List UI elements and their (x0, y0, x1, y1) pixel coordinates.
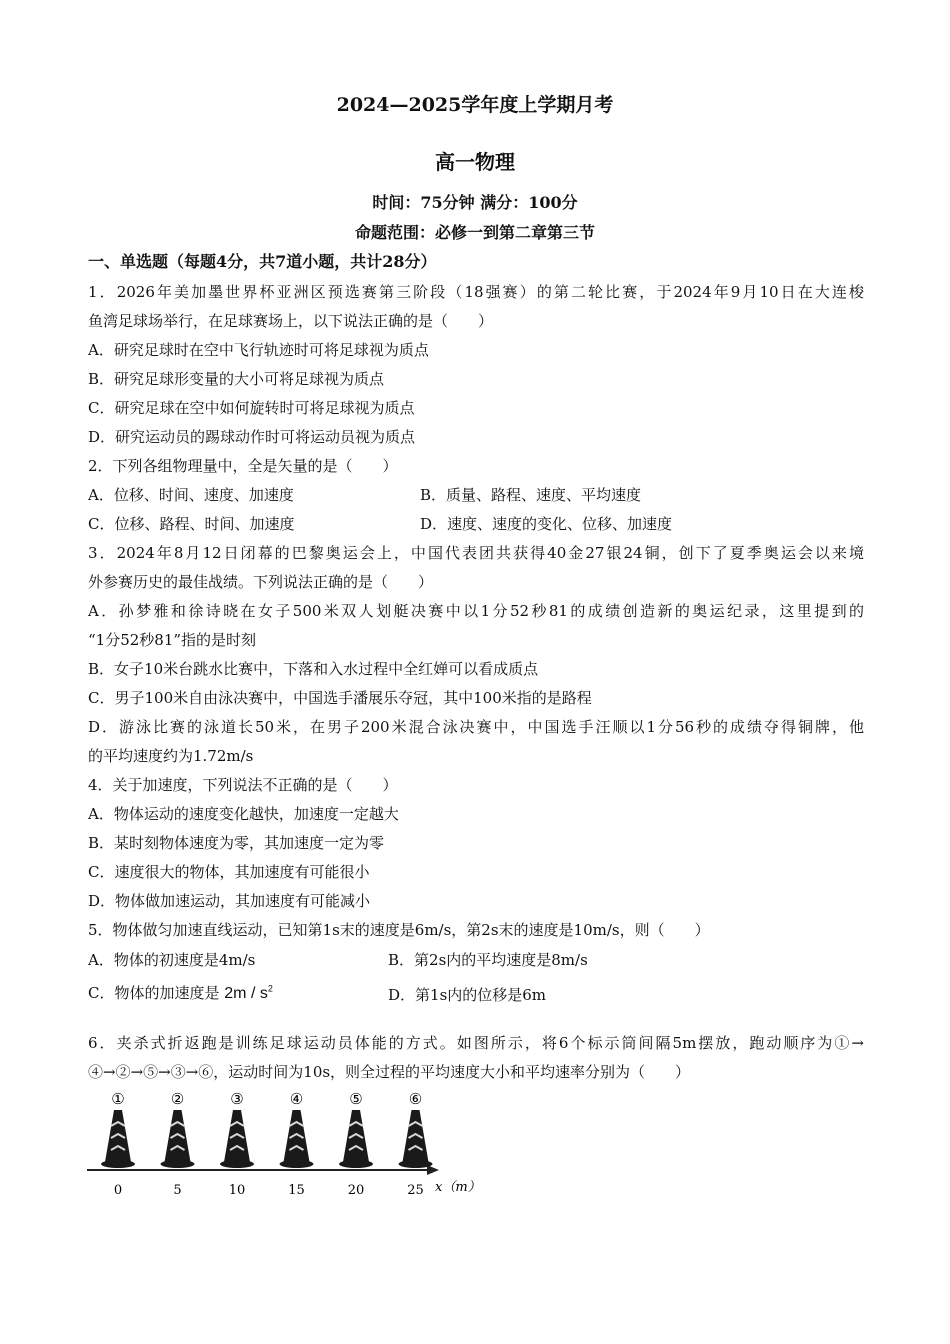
q4-option-d: D．物体做加速运动，其加速度有可能减小 (88, 892, 371, 910)
q3-option-d-line2: 的平均速度约为1.72m/s (88, 747, 254, 765)
section-heading: 一、单选题（每题4分，共7道小题，共计28分） (88, 252, 437, 271)
x-axis-label: x（m） (435, 1180, 481, 1195)
cone-label-6: ⑥ (408, 1090, 423, 1108)
q3-stem-line2: 外参赛历史的最佳战绩。下列说法正确的是（ ） (88, 573, 434, 591)
q3-option-b: B．女子10米台跳水比赛中，下落和入水过程中全红婵可以看成质点 (88, 660, 539, 678)
cone-label-2: ② (170, 1090, 185, 1108)
tick-label-25: 25 (407, 1183, 424, 1198)
q2-stem: 2．下列各组物理量中，全是矢量的是（ ） (88, 457, 398, 475)
cone-label-4: ④ (289, 1090, 304, 1108)
q4-option-b: B．某时刻物体速度为零，其加速度一定为零 (88, 834, 385, 852)
subject-title: 高一物理 (435, 150, 515, 174)
q1-option-b: B．研究足球形变量的大小可将足球视为质点 (88, 370, 385, 388)
q3-option-c: C．男子100米自由泳决赛中，中国选手潘展乐夺冠，其中100米指的是路程 (88, 689, 592, 707)
q1-stem-line2: 鱼湾足球场举行，在足球赛场上，以下说法正确的是（ ） (88, 312, 494, 330)
q2-option-b: B．质量、路程、速度、平均速度 (420, 486, 642, 504)
q6-stem-line2: ④→②→⑤→③→⑥，运动时间为10s，则全过程的平均速度大小和平均速率分别为（ ） (88, 1063, 691, 1081)
tick-label-20: 20 (347, 1183, 365, 1198)
q5-stem: 5．物体做匀加速直线运动，已知第1s末的速度是6m/s，第2s末的速度是10m/s，则（ ） (88, 921, 710, 939)
cone-label-3: ③ (230, 1090, 244, 1108)
cone-4 (284, 1110, 310, 1162)
q5-option-b: B．第2s内的平均速度是8m/s (388, 951, 588, 969)
formula-exponent: 2 (267, 983, 273, 994)
q3-option-d-line1: D．游泳比赛的泳道长50米，在男子200米混合泳决赛中，中国选手汪顺以1分56秒的成绩夺得铜牌，他 (88, 718, 864, 736)
q2-option-d: D．速度、速度的变化、位移、加速度 (420, 515, 673, 533)
q3-option-a-line2: “1分52秒81”指的是时刻 (88, 631, 257, 649)
q1-option-a: A．研究足球时在空中飞行轨迹时可将足球视为质点 (88, 341, 429, 359)
cone-base-2 (161, 1160, 195, 1168)
tick-label-5: 5 (173, 1183, 182, 1198)
q4-option-a: A．物体运动的速度变化越快，加速度一定越大 (88, 805, 399, 823)
q2-option-c: C．位移、路程、时间、加速度 (88, 515, 295, 533)
cone-3 (224, 1110, 250, 1162)
q6-stem-line1: 6．夹杀式折返跑是训练足球运动员体能的方式。如图所示，将6个标示筒间隔5m摆放，跑动顺序为①→ (88, 1034, 864, 1052)
q5-option-c-prefix: C．物体的加速度是 (88, 984, 220, 1002)
q4-option-c: C．速度很大的物体，其加速度有可能很小 (88, 863, 370, 881)
cone-1 (105, 1110, 131, 1162)
q1-option-d: D．研究运动员的踢球动作时可将运动员视为质点 (88, 428, 416, 446)
cone-5 (343, 1110, 369, 1162)
tick-label-0: 0 (113, 1183, 123, 1198)
q5-option-c (88, 982, 273, 1003)
q2-option-a: A．位移、时间、速度、加速度 (88, 486, 294, 504)
q5-option-d: D．第1s内的位移是6m (388, 986, 547, 1004)
q3-option-a-line1: A．孙梦雅和徐诗晓在女子500米双人划艇决赛中以1分52秒81的成绩创造新的奥运纪录，这里提到的 (88, 602, 864, 620)
cone-base-5 (339, 1160, 373, 1168)
cone-base-3 (220, 1160, 254, 1168)
x-axis-arrow (427, 1165, 439, 1175)
cone-base-1 (101, 1160, 135, 1168)
q5-option-a: A．物体的初速度是4m/s (88, 951, 256, 969)
exam-title: 2024—2025学年度上学期月考 (336, 94, 614, 116)
acceleration-formula (224, 985, 273, 1002)
cone-figure (85, 1088, 485, 1200)
time-info: 时间：75分钟 满分：100分 (372, 193, 578, 212)
tick-label-15: 15 (288, 1183, 305, 1198)
q4-stem: 4．关于加速度，下列说法不正确的是（ ） (88, 776, 398, 794)
q3-stem-line1: 3．2024年8月12日闭幕的巴黎奥运会上，中国代表团共获得40金27银24铜，创下了夏季奥运会以来境 (88, 544, 864, 562)
tick-label-10: 10 (228, 1183, 246, 1198)
q1-stem-line1: 1．2026年美加墨世界杯亚洲区预选赛第三阶段（18强赛）的第二轮比赛，于2024年9月10日在大连梭 (88, 283, 864, 301)
cone-base-6 (399, 1160, 433, 1168)
cone-2 (165, 1110, 191, 1162)
q1-option-c: C．研究足球在空中如何旋转时可将足球视为质点 (88, 399, 415, 417)
cones-group (101, 1090, 433, 1198)
formula-base: 2m / s (224, 985, 268, 1002)
cone-label-1: ① (111, 1090, 125, 1108)
cone-label-5: ⑤ (349, 1090, 363, 1108)
scope-info: 命题范围：必修一到第二章第三节 (354, 223, 595, 242)
cone-base-4 (280, 1160, 314, 1168)
cone-6 (403, 1110, 429, 1162)
